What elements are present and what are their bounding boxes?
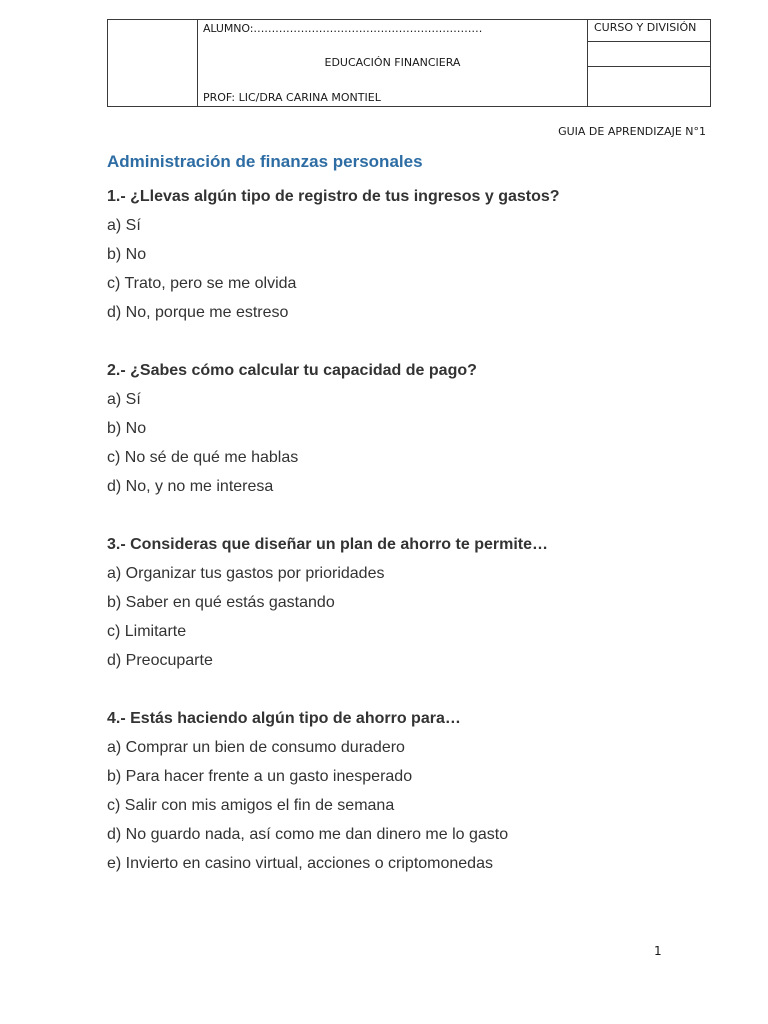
- answer-option: d) No, y no me interesa: [107, 478, 274, 495]
- header-table: [107, 19, 711, 107]
- answer-option: d) No guardo nada, así como me dan dinero me lo gasto: [107, 826, 509, 843]
- header-blank-cell: [108, 20, 198, 106]
- question-1: [107, 186, 727, 331]
- answer-option: e) Invierto en casino virtual, acciones o criptomonedas: [107, 855, 493, 872]
- question-2: [107, 360, 727, 505]
- subject-title: EDUCACIÓN FINANCIERA: [324, 56, 461, 69]
- answer-option: a) Organizar tus gastos por prioridades: [107, 565, 385, 582]
- question-text: 3.- Consideras que diseñar un plan de ahorro te permite…: [107, 536, 548, 553]
- question-list: [107, 186, 727, 911]
- answer-option: c) Trato, pero se me olvida: [107, 275, 297, 292]
- answer-option: b) Saber en qué estás gastando: [107, 594, 335, 611]
- course-value-cell: [588, 42, 710, 67]
- page-title: Administración de finanzas personales: [107, 152, 423, 171]
- guide-label: GUIA DE APRENDIZAJE N°1: [558, 125, 706, 138]
- division-value-cell: [588, 67, 710, 106]
- answer-option: a) Comprar un bien de consumo duradero: [107, 739, 405, 756]
- answer-option: b) No: [107, 420, 147, 437]
- answer-option: c) Salir con mis amigos el fin de semana: [107, 797, 395, 814]
- teacher-name: PROF: LIC/DRA CARINA MONTIEL: [203, 91, 381, 104]
- answer-option: a) Sí: [107, 217, 141, 234]
- course-cell: [588, 20, 710, 106]
- page-number: 1: [654, 944, 662, 958]
- question-4: [107, 708, 727, 882]
- answer-option: c) No sé de qué me hablas: [107, 449, 299, 466]
- answer-option: b) Para hacer frente a un gasto inesperado: [107, 768, 413, 785]
- answer-option: a) Sí: [107, 391, 141, 408]
- answer-option: d) Preocuparte: [107, 652, 213, 669]
- header-info-cell: [198, 20, 588, 106]
- question-text: 1.- ¿Llevas algún tipo de registro de tus ingresos y gastos?: [107, 188, 560, 205]
- answer-option: c) Limitarte: [107, 623, 187, 640]
- question-3: [107, 534, 727, 679]
- student-name-field: ALUMNO:………………………………………………………: [203, 22, 483, 35]
- course-label: CURSO Y DIVISIÓN: [588, 20, 710, 42]
- answer-option: b) No: [107, 246, 147, 263]
- answer-option: d) No, porque me estreso: [107, 304, 289, 321]
- question-text: 4.- Estás haciendo algún tipo de ahorro para…: [107, 710, 461, 727]
- question-text: 2.- ¿Sabes cómo calcular tu capacidad de pago?: [107, 362, 477, 379]
